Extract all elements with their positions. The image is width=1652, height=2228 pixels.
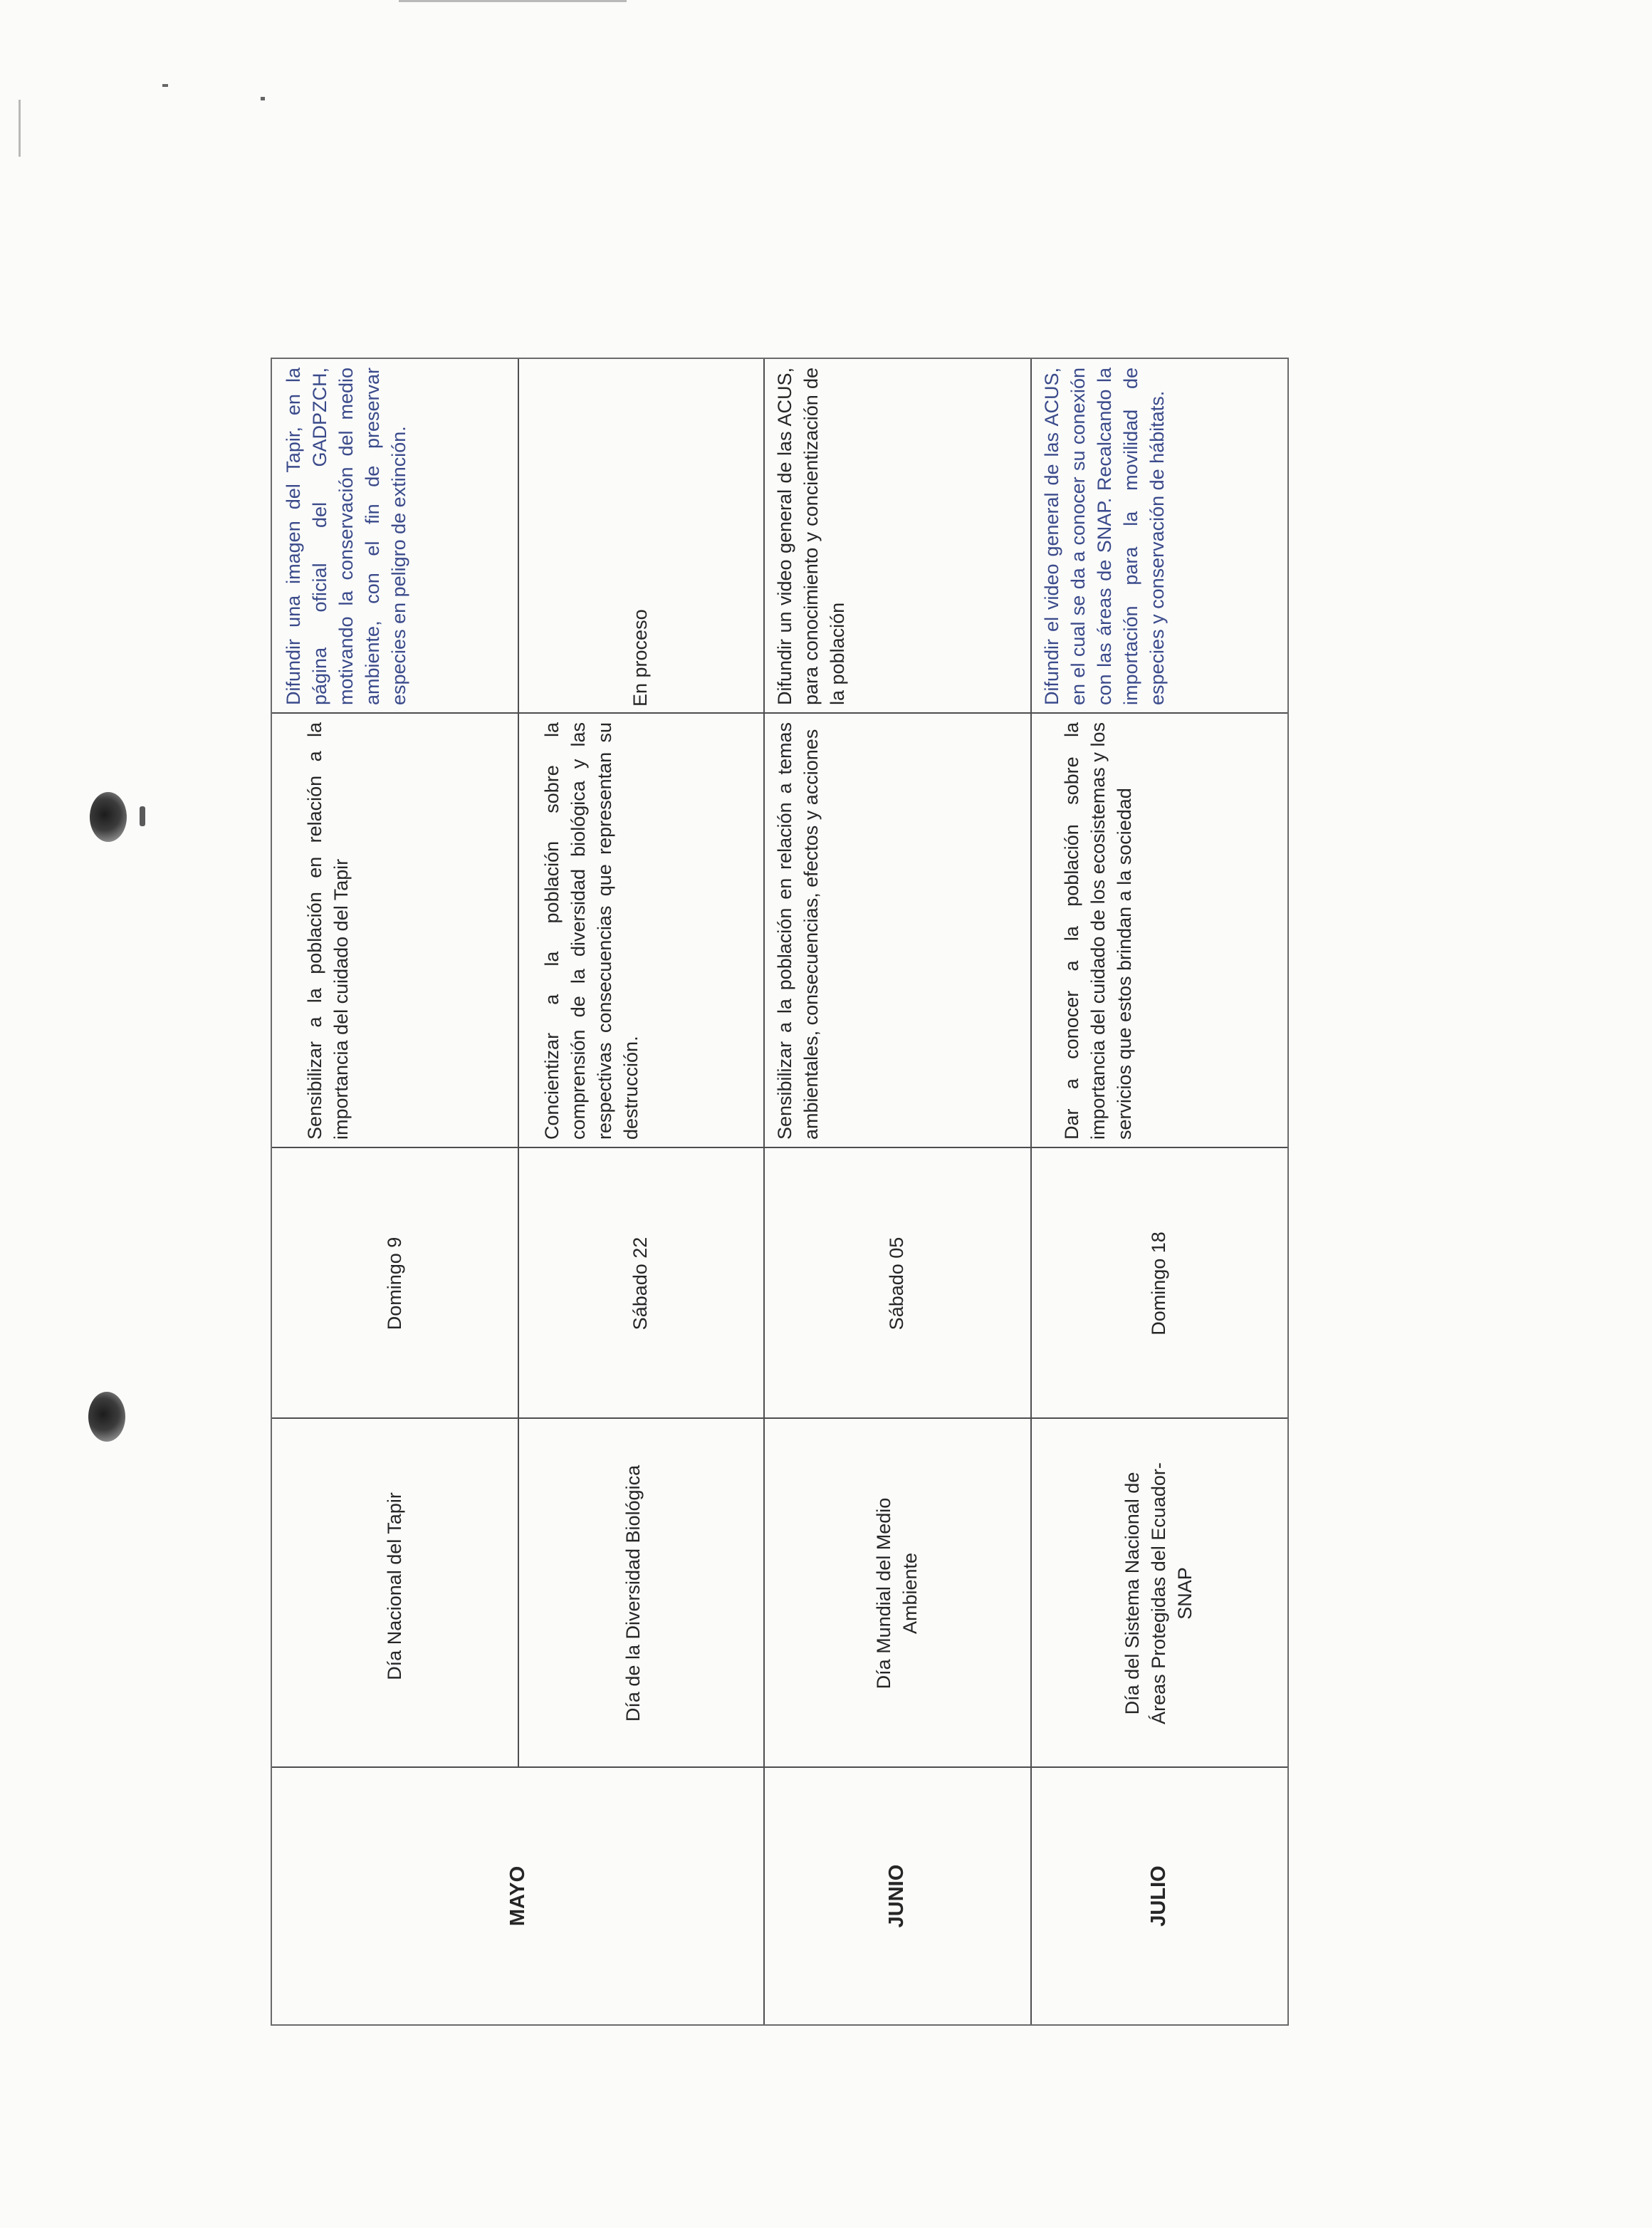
- month-junio: JUNIO: [885, 1864, 908, 1928]
- date-sabado-22: Sábado 22: [629, 1237, 651, 1331]
- event-dia-diversidad-biologica: Día de la Diversidad Biológica: [622, 1464, 644, 1722]
- objective-snap-text: Dar a conocer a la población sobre la importancia del cuidado de los ecosistemas y los servicios que estos brindan a la sociedad: [1061, 722, 1135, 1140]
- scan-artifact-dot: [261, 97, 265, 100]
- month-mayo: MAYO: [506, 1865, 529, 1927]
- punch-hole-lower: [88, 1392, 125, 1442]
- punch-hole-upper-tail: [140, 806, 145, 826]
- scan-artifact-dot: [162, 84, 168, 87]
- schedule-table: [271, 358, 1289, 2026]
- activity-snap-text: Difundir el video general de las ACUS, en el cual se da a conocer su conexión con las áreas de SNAP. Recalcando la importación para la movilidad de especies y conservación de hábitats.: [1041, 368, 1168, 705]
- event-dia-snap-text: Día del Sistema Nacional de Áreas Protegidas del Ecuador-SNAP: [1122, 1462, 1196, 1724]
- objective-diversidad-text: Concientizar a la población sobre la comprensión de la diversidad biológica y las respectivas consecuencias que representan su destrucción.: [541, 722, 642, 1140]
- activity-tapir: [272, 359, 518, 714]
- activity-tapir-text: Difundir una imagen del Tapir, en la página oficial del GADPZCH, motivando la conservación del medio ambiente, con el fin de preservar especies en peligro de extinción.: [283, 368, 409, 705]
- activity-diversidad-text: En proceso: [629, 609, 651, 707]
- objective-medio-ambiente: [763, 714, 1030, 1148]
- event-dia-snap: [1030, 1419, 1287, 1768]
- scan-artifact-mark: [19, 100, 21, 157]
- event-dia-nacional-tapir: Día Nacional del Tapir: [384, 1492, 405, 1680]
- objective-medio-ambiente-text: Sensibilizar a la población en relación a temas ambientales, consecuencias, efectos y acciones: [774, 722, 822, 1140]
- activity-diversidad: [518, 359, 763, 714]
- activity-medio-ambiente-text: Difundir un video general de las ACUS, para conocimiento y concientización de la población: [774, 368, 848, 705]
- objective-tapir-text: Sensibilizar a la población en relación a la importancia del cuidado del Tapir: [304, 722, 352, 1140]
- schedule-table-content: [272, 359, 1287, 2024]
- month-julio: JULIO: [1147, 1865, 1170, 1927]
- event-dia-mundial-medio-ambiente: [763, 1419, 1030, 1768]
- objective-tapir: [293, 714, 518, 1148]
- date-domingo-9: Domingo 9: [384, 1237, 405, 1331]
- objective-diversidad: [518, 714, 763, 1148]
- date-domingo-18: Domingo 18: [1148, 1232, 1169, 1336]
- objective-snap: [1030, 714, 1287, 1148]
- activity-medio-ambiente: [763, 359, 1030, 714]
- activity-snap: [1030, 359, 1287, 714]
- event-dia-mundial-medio-ambiente-text: Día Mundial del Medio Ambiente: [872, 1497, 921, 1690]
- scan-artifact-line: [399, 0, 627, 2]
- date-sabado-05: Sábado 05: [886, 1237, 907, 1331]
- punch-hole-upper: [90, 792, 127, 842]
